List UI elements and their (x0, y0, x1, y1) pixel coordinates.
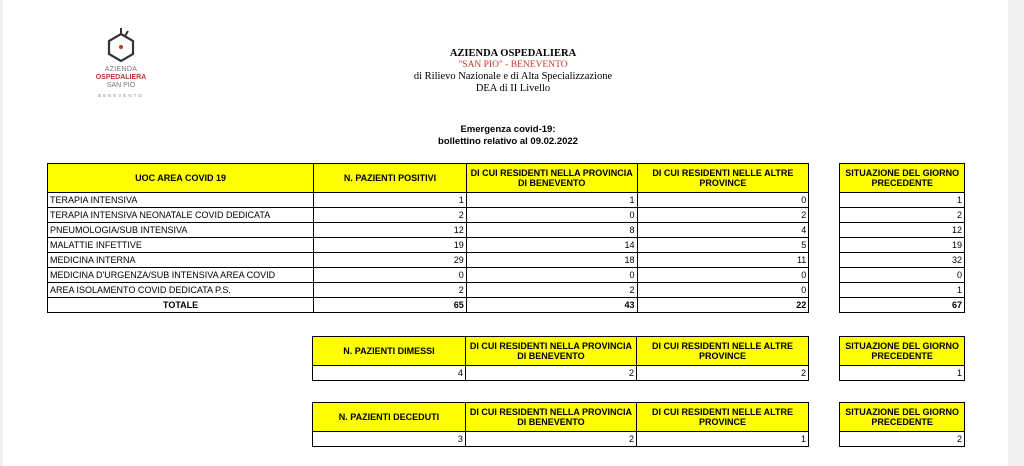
deceduti-header-altre: DI CUI RESIDENTI NELLE ALTRE PROVINCE (636, 403, 808, 432)
row-prec: 32 (840, 253, 965, 268)
total-benevento: 43 (466, 298, 637, 313)
header-line3: di Rilievo Nazionale e di Alta Specializzazione (413, 71, 613, 82)
row-positivi: 19 (314, 238, 467, 253)
row-positivi: 0 (314, 268, 467, 283)
dimessi-value-benevento: 2 (465, 366, 636, 381)
row-positivi: 2 (314, 208, 467, 223)
row-uoc: MEDICINA D'URGENZA/SUB INTENSIVA AREA COVID (48, 268, 314, 283)
main-table-header-row (48, 164, 965, 193)
deceduti-value-benevento: 2 (465, 432, 636, 447)
deceduti-value-prec: 2 (840, 432, 965, 447)
row-uoc: MEDICINA INTERNA (48, 253, 314, 268)
row-altre: 11 (637, 253, 809, 268)
header-positivi: N. PAZIENTI POSITIVI (314, 164, 467, 193)
logo-text-line1: AZIENDA (104, 66, 138, 73)
subtitle-line2: bollettino relativo al 09.02.2022 (438, 135, 578, 147)
deceduti-header-row (313, 403, 965, 432)
dimessi-header-main: N. PAZIENTI DIMESSI (313, 337, 466, 366)
header-uoc: UOC AREA COVID 19 (48, 164, 314, 193)
row-prec: 0 (840, 268, 965, 283)
header-benevento: DI CUI RESIDENTI NELLA PROVINCIA DI BENEVENTO (466, 164, 637, 193)
row-benevento: 8 (466, 223, 637, 238)
deceduti-table (312, 402, 965, 447)
table-row (48, 193, 965, 208)
row-uoc: MALATTIE INFETTIVE (48, 238, 314, 253)
row-benevento: 0 (466, 208, 637, 223)
logo-text-line3: SAN PIO (106, 82, 136, 89)
table-row (48, 223, 965, 238)
header-altre: DI CUI RESIDENTI NELLE ALTRE PROVINCE (637, 164, 809, 193)
row-positivi: 29 (314, 253, 467, 268)
total-row (48, 298, 965, 313)
deceduti-header-main: N. PAZIENTI DECEDUTI (313, 403, 466, 432)
row-prec: 1 (840, 283, 965, 298)
hexagon-logo-icon (104, 28, 138, 64)
logo-text-line4: BENEVENTO (98, 93, 144, 98)
dimessi-values-row (313, 366, 965, 381)
header-line1: AZIENDA OSPEDALIERA (449, 48, 577, 59)
header-line4: DEA di II Livello (475, 82, 551, 94)
main-covid-table (47, 163, 965, 313)
deceduti-values-row (313, 432, 965, 447)
row-benevento: 14 (466, 238, 637, 253)
row-altre: 5 (637, 238, 809, 253)
deceduti-value-main: 3 (313, 432, 466, 447)
row-altre: 4 (637, 223, 809, 238)
table-row (48, 208, 965, 223)
row-positivi: 12 (314, 223, 467, 238)
total-label: TOTALE (48, 298, 314, 313)
row-altre: 0 (637, 268, 809, 283)
dimessi-header-prec: SITUAZIONE DEL GIORNO PRECEDENTE (840, 337, 965, 366)
header-prec: SITUAZIONE DEL GIORNO PRECEDENTE (840, 164, 965, 193)
dimessi-table (312, 336, 965, 381)
header-line2: "SAN PIO" - BENEVENTO (458, 59, 568, 70)
total-altre: 22 (637, 298, 809, 313)
row-prec: 12 (840, 223, 965, 238)
row-positivi: 1 (314, 193, 467, 208)
document-page (3, 0, 1008, 466)
subtitle-line1: Emergenza covid-19: (460, 124, 556, 135)
table-row (48, 253, 965, 268)
row-positivi: 2 (314, 283, 467, 298)
row-benevento: 1 (466, 193, 637, 208)
row-altre: 0 (637, 283, 809, 298)
dimessi-header-altre: DI CUI RESIDENTI NELLE ALTRE PROVINCE (636, 337, 808, 366)
bulletin-subtitle (383, 124, 633, 147)
row-benevento: 0 (466, 268, 637, 283)
row-prec: 19 (840, 238, 965, 253)
row-prec: 1 (840, 193, 965, 208)
deceduti-header-benevento: DI CUI RESIDENTI NELLA PROVINCIA DI BENEVENTO (465, 403, 636, 432)
hospital-logo (91, 28, 151, 98)
table-row (48, 283, 965, 298)
total-prec: 67 (840, 298, 965, 313)
row-uoc: TERAPIA INTENSIVA NEONATALE COVID DEDICATA (48, 208, 314, 223)
table-row (48, 268, 965, 283)
dimessi-header-benevento: DI CUI RESIDENTI NELLA PROVINCIA DI BENEVENTO (465, 337, 636, 366)
deceduti-value-altre: 1 (636, 432, 808, 447)
document-header (383, 48, 643, 94)
row-prec: 2 (840, 208, 965, 223)
dimessi-header-row (313, 337, 965, 366)
total-positivi: 65 (314, 298, 467, 313)
logo-text-line2: OSPEDALIERA (95, 74, 147, 81)
dimessi-value-prec: 1 (840, 366, 965, 381)
row-altre: 2 (637, 208, 809, 223)
row-benevento: 18 (466, 253, 637, 268)
row-uoc: PNEUMOLOGIA/SUB INTENSIVA (48, 223, 314, 238)
row-benevento: 2 (466, 283, 637, 298)
dimessi-value-main: 4 (313, 366, 466, 381)
row-uoc: AREA ISOLAMENTO COVID DEDICATA P.S. (48, 283, 314, 298)
row-altre: 0 (637, 193, 809, 208)
vertical-scrollbar[interactable] (1008, 0, 1024, 466)
table-row (48, 238, 965, 253)
deceduti-header-prec: SITUAZIONE DEL GIORNO PRECEDENTE (840, 403, 965, 432)
row-uoc: TERAPIA INTENSIVA (48, 193, 314, 208)
dimessi-value-altre: 2 (636, 366, 808, 381)
